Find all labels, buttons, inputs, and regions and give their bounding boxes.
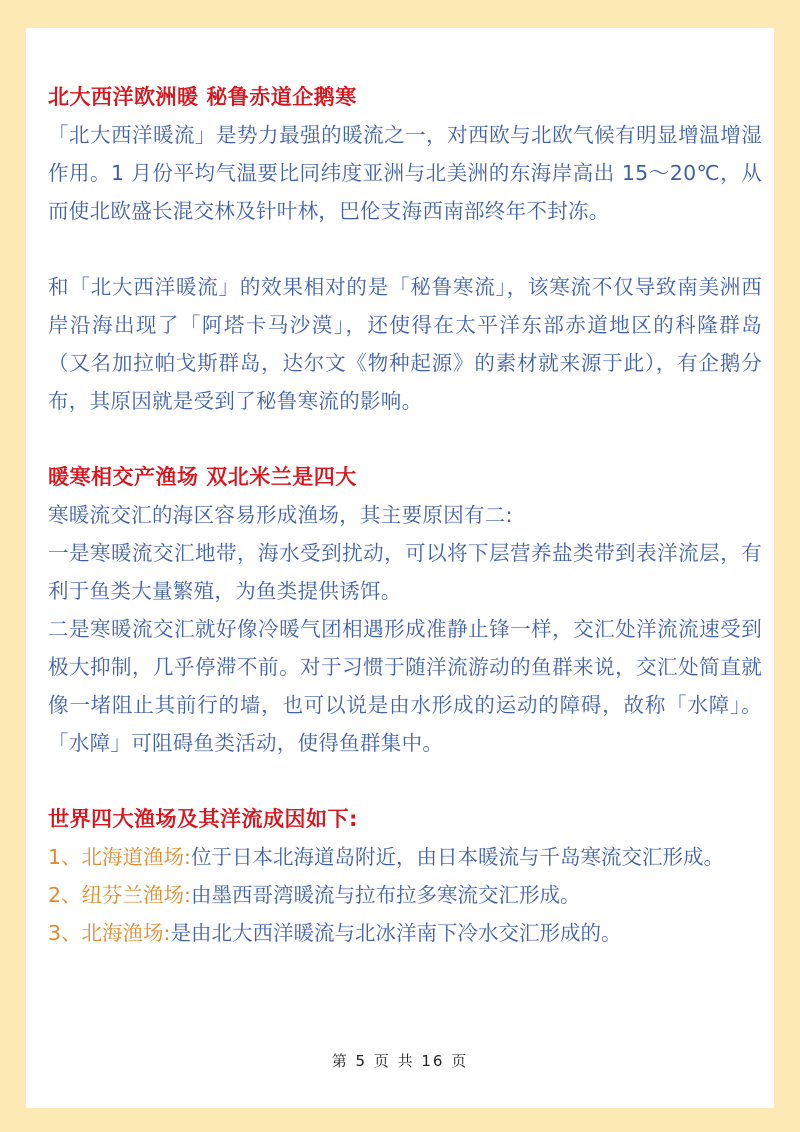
fishery-name: 2、纽芬兰渔场: <box>48 883 191 907</box>
fishery-description: 是由北大西洋暖流与北冰洋南下冷水交汇形成的。 <box>170 921 622 945</box>
section2-intro: 寒暖流交汇的海区容易形成渔场，其主要原因有二: <box>48 503 513 527</box>
paragraph-spacer <box>48 230 762 268</box>
section2-heading: 暖寒相交产渔场 双北米兰是四大 <box>48 465 357 489</box>
section-spacer <box>48 762 762 800</box>
document-page <box>26 28 774 1108</box>
section3-heading: 世界四大渔场及其洋流成因如下: <box>48 807 358 831</box>
fishery-name: 1、北海道渔场: <box>48 845 191 869</box>
section2-reason-2: 二是寒暖流交汇就好像冷暖气团相遇形成准静止锋一样，交汇处洋流流速受到极大抑制，几乎停滞不前。对于习惯于随洋流游动的鱼群来说，交汇处简直就像一堵阻止其前行的墙，也可以说是由水形成的运动的障碍，故称「水障」。「水障」可阻碍鱼类活动，使得鱼群集中。 <box>48 617 762 755</box>
fishery-description: 由墨西哥湾暖流与拉布拉多寒流交汇形成。 <box>190 883 581 907</box>
list-item <box>48 914 762 952</box>
fishery-name: 3、北海渔场: <box>48 921 171 945</box>
page-number: 第 5 页 共 16 页 <box>331 1052 469 1070</box>
section2-reason-1: 一是寒暖流交汇地带，海水受到扰动，可以将下层营养盐类带到表洋流层，有利于鱼类大量繁殖，为鱼类提供诱饵。 <box>48 541 762 603</box>
section1-heading: 北大西洋欧洲暖 秘鲁赤道企鹅寒 <box>48 85 357 109</box>
section1-paragraph-2: 和「北大西洋暖流」的效果相对的是「秘鲁寒流」，该寒流不仅导致南美洲西岸沿海出现了「阿塔卡马沙漠」，还使得在太平洋东部赤道地区的科隆群岛（又名加拉帕戈斯群岛，达尔文《物种起源》的素材就来源于此），有企鹅分布，其原因就是受到了秘鲁寒流的影响。 <box>48 275 762 413</box>
fishery-description: 位于日本北海道岛附近，由日本暖流与千岛寒流交汇形成。 <box>190 845 724 869</box>
list-item <box>48 876 762 914</box>
section-spacer <box>48 420 762 458</box>
page-content <box>48 78 762 952</box>
list-item <box>48 838 762 876</box>
section1-paragraph-1: 「北大西洋暖流」是势力最强的暖流之一，对西欧与北欧气候有明显增温增湿作用。1 月份平均气温要比同纬度亚洲与北美洲的东海岸高出 15～20℃，从而使北欧盛长混交林及针叶林，巴伦支海西南部终年不封冻。 <box>48 123 762 223</box>
